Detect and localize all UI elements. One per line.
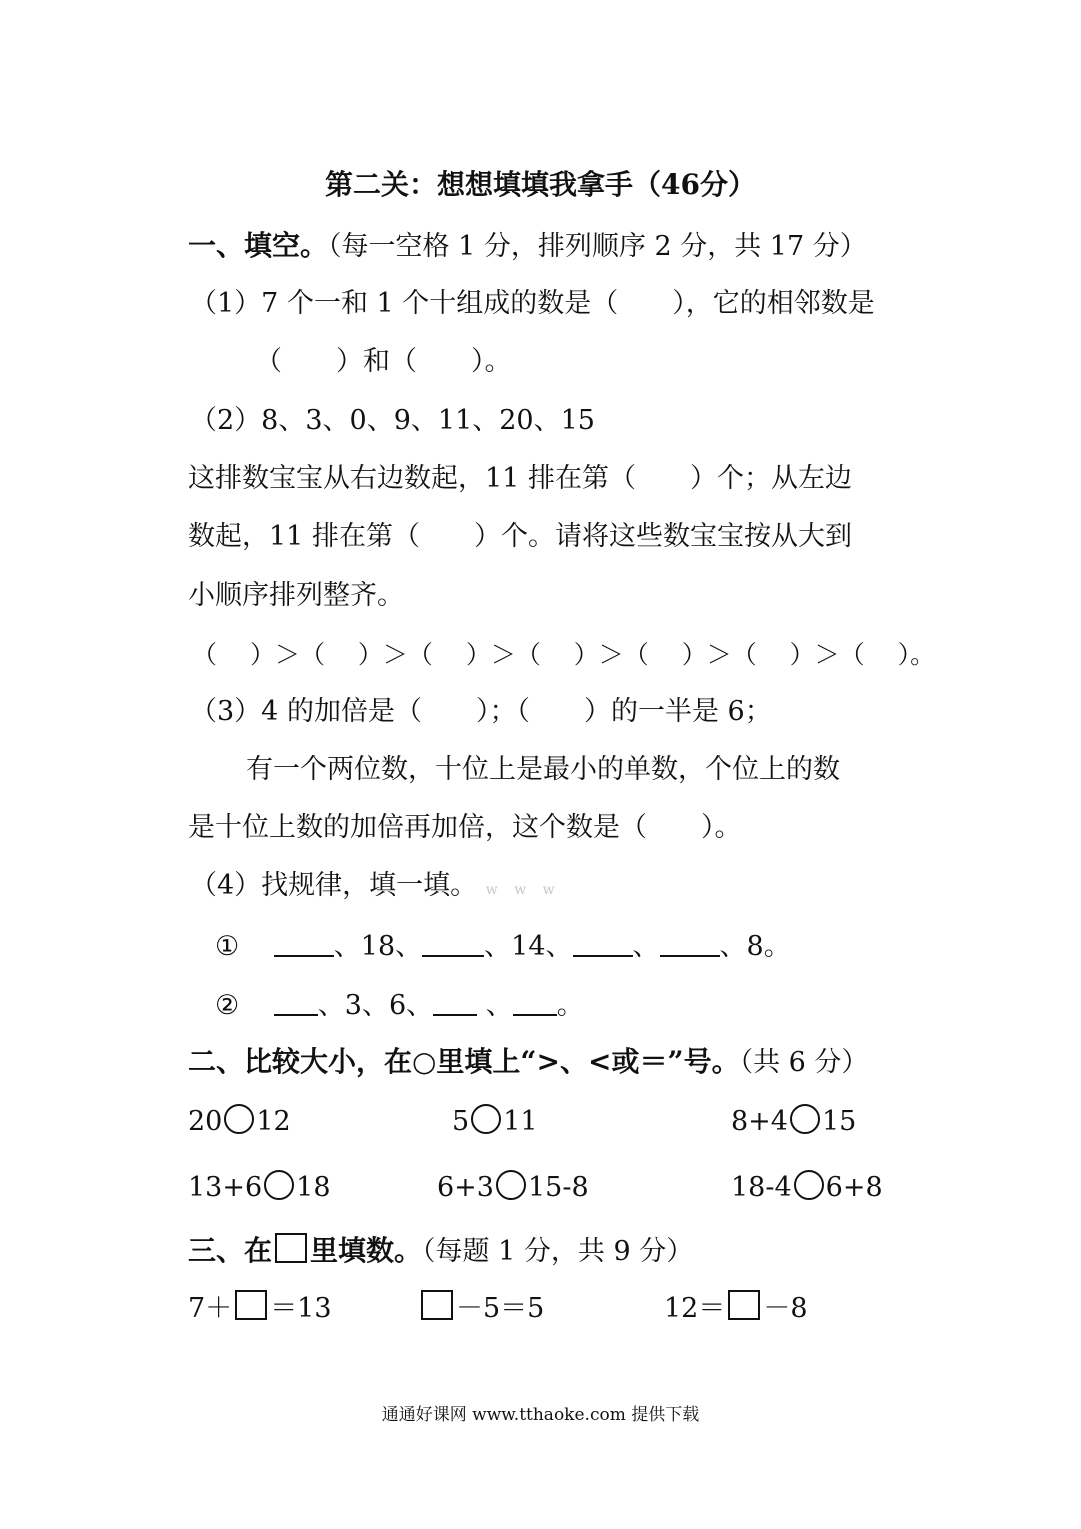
question-3-line-3: 是十位上数的加倍再加倍，这个数是（ ）。 <box>188 812 742 843</box>
question-2-line-3: 小顺序排列整齐。 <box>188 580 404 611</box>
compare-circle[interactable] <box>794 1170 824 1200</box>
question-1-line-1: （1）7 个一和 1 个十组成的数是（ ），它的相邻数是 <box>190 288 875 319</box>
pattern-2-blank-2[interactable] <box>433 988 477 1016</box>
question-4-line <box>190 869 561 907</box>
question-2-line-2: 数起，11 排在第（ ）个。请将这些数宝宝按从大到 <box>188 521 852 552</box>
pattern-2-marker: ② <box>215 990 240 1021</box>
question-2-order-blanks: （ ）＞（ ）＞（ ）＞（ ）＞（ ）＞（ ）＞（ ）。 <box>192 640 936 669</box>
pattern-1-blank-2[interactable] <box>422 929 484 957</box>
pattern-1-marker: ① <box>215 931 240 962</box>
compare-circle[interactable] <box>471 1104 501 1134</box>
pattern-2 <box>215 988 584 1023</box>
equation-1 <box>188 1290 332 1326</box>
compare-3-right: 15 <box>821 1106 857 1137</box>
pattern-1-text-3: 、 <box>632 931 660 962</box>
compare-2 <box>452 1104 538 1139</box>
compare-circle[interactable] <box>264 1170 294 1200</box>
section-3-title-a: 三、在 <box>188 1234 273 1267</box>
answer-box[interactable] <box>235 1290 267 1320</box>
compare-5 <box>437 1170 589 1205</box>
faint-watermark-text: w w w <box>485 882 561 898</box>
section-3-note: （每题 1 分，共 9 分） <box>422 1236 694 1267</box>
pattern-1-blank-4[interactable] <box>660 929 720 957</box>
section-1-title: 一、填空。 <box>188 229 329 262</box>
compare-1 <box>188 1104 291 1139</box>
answer-box[interactable] <box>728 1290 760 1320</box>
compare-2-left: 5 <box>452 1106 470 1137</box>
section-3-heading <box>188 1233 693 1269</box>
compare-1-left: 20 <box>188 1106 223 1137</box>
pattern-1 <box>215 929 791 964</box>
compare-1-right: 12 <box>256 1106 291 1137</box>
compare-4-right: 18 <box>296 1172 331 1203</box>
compare-3-left: 8+4 <box>731 1106 788 1137</box>
section-2-title: 二、比较大小，在○里填上“>、<或＝”号。 <box>188 1045 740 1078</box>
question-3-line-2: 有一个两位数，十位上是最小的单数，个位上的数 <box>246 754 840 785</box>
compare-6-right: 6+8 <box>825 1172 883 1203</box>
pattern-2-blank-1[interactable] <box>274 988 318 1016</box>
compare-circle[interactable] <box>496 1170 526 1200</box>
compare-6 <box>731 1170 883 1205</box>
equation-3 <box>664 1290 808 1326</box>
answer-box-sample <box>275 1233 307 1263</box>
section-1-heading <box>188 229 867 264</box>
compare-6-left: 18-4 <box>731 1172 792 1203</box>
equation-2-right: －5＝5 <box>456 1293 545 1324</box>
question-2-line-1: 这排数宝宝从右边数起，11 排在第（ ）个；从左边 <box>188 463 852 494</box>
equation-1-right: ＝13 <box>270 1293 332 1324</box>
compare-2-right: 11 <box>503 1106 538 1137</box>
compare-4 <box>188 1170 331 1205</box>
question-1-line-2: （ ）和（ ）。 <box>255 346 512 377</box>
pattern-2-text-2: 、 <box>485 990 513 1021</box>
pattern-1-text-2: 、14、 <box>484 931 573 962</box>
section-1-note: （每一空格 1 分，排列顺序 2 分，共 17 分） <box>328 231 867 262</box>
section-3-title-b: 里填数。 <box>310 1234 423 1267</box>
compare-5-right: 15-8 <box>527 1172 589 1203</box>
compare-circle[interactable] <box>224 1104 254 1134</box>
pattern-2-blank-3[interactable] <box>513 988 557 1016</box>
page-title: 第二关：想想填填我拿手（46分） <box>325 168 756 201</box>
compare-5-left: 6+3 <box>437 1172 494 1203</box>
pattern-2-text-1: 、3、6、 <box>317 990 434 1021</box>
compare-circle[interactable] <box>790 1104 820 1134</box>
equation-2 <box>418 1290 544 1326</box>
pattern-1-text-4: 、8。 <box>719 931 791 962</box>
pattern-1-text-1: 、18、 <box>333 931 423 962</box>
question-4-text: （4）找规律，填一填。 <box>190 870 478 901</box>
pattern-2-text-3: 。 <box>556 990 584 1021</box>
compare-4-left: 13+6 <box>188 1172 263 1203</box>
pattern-1-blank-1[interactable] <box>274 929 334 957</box>
equation-1-left: 7＋ <box>188 1293 233 1324</box>
pattern-1-blank-3[interactable] <box>573 929 633 957</box>
question-3-line-1: （3）4 的加倍是（ ）；（ ）的一半是 6； <box>190 696 772 727</box>
section-2-note: （共 6 分） <box>739 1047 869 1078</box>
answer-box[interactable] <box>421 1290 453 1320</box>
question-2-sequence: （2）8、3、0、9、11、20、15 <box>190 405 595 436</box>
page-footer: 通通好课网 www.tthaoke.com 提供下载 <box>381 1405 700 1425</box>
equation-3-left: 12＝ <box>664 1293 726 1324</box>
section-2-heading <box>188 1045 868 1080</box>
compare-3 <box>731 1104 856 1139</box>
equation-3-right: －8 <box>763 1293 808 1324</box>
